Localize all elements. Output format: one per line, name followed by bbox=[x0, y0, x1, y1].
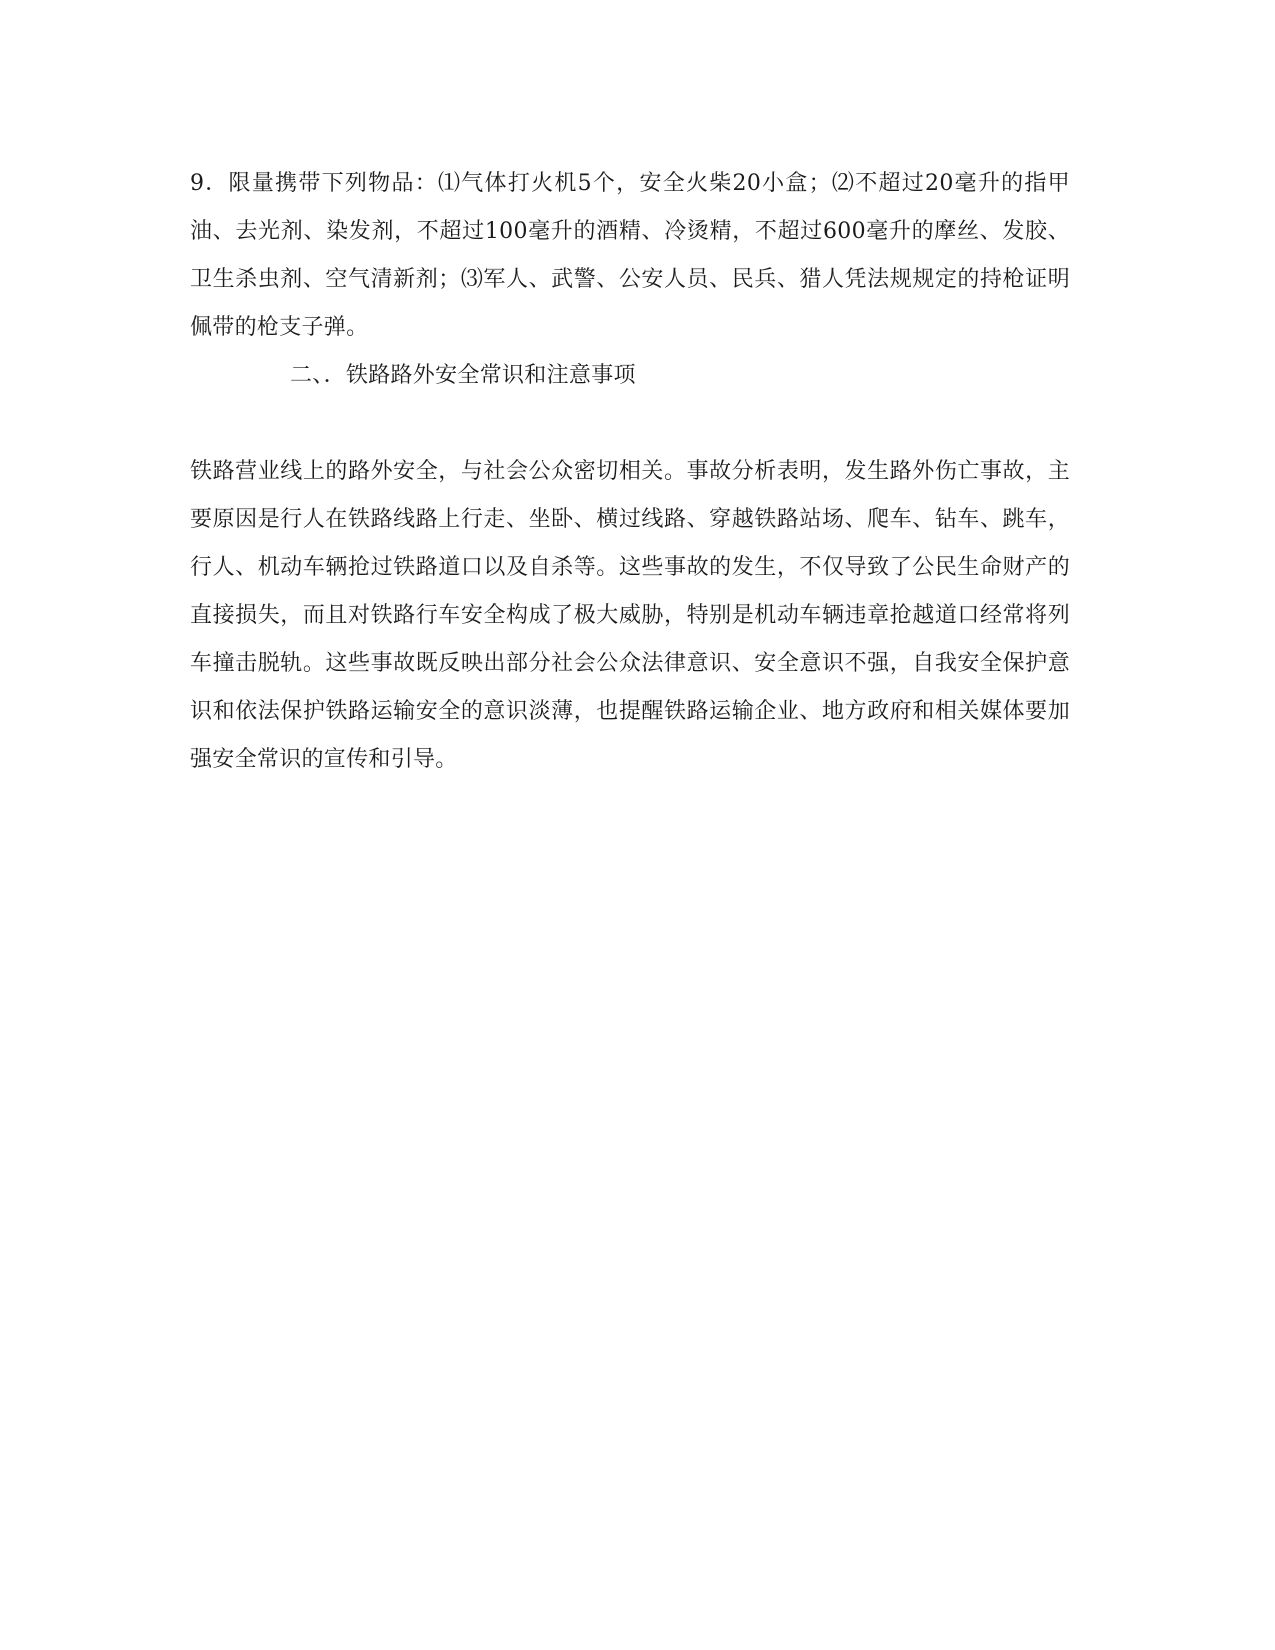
document-body bbox=[190, 160, 1070, 784]
paragraph-railway-safety: 铁路营业线上的路外安全，与社会公众密切相关。事故分析表明，发生路外伤亡事故，主要原因是行人在铁路线路上行走、坐卧、横过线路、穿越铁路站场、爬车、钻车、跳车，行人、机动车辆抢过铁路道口以及自杀等。这些事故的发生，不仅导致了公民生命财产的直接损失，而且对铁路行车安全构成了极大威胁，特别是机动车辆违章抢越道口经常将列车撞击脱轨。这些事故既反映出部分社会公众法律意识、安全意识不强，自我安全保护意识和依法保护铁路运输安全的意识淡薄，也提醒铁路运输企业、地方政府和相关媒体要加强安全常识的宣传和引导。 bbox=[190, 459, 1070, 772]
paragraph-restricted-items: 9．限量携带下列物品：⑴气体打火机5个，安全火柴20小盒；⑵不超过20毫升的指甲油、去光剂、染发剂，不超过100毫升的酒精、冷烫精，不超过600毫升的摩丝、发胶、卫生杀虫剂、空气清新剂；⑶军人、武警、公安人员、民兵、猎人凭法规规定的持枪证明佩带的枪支子弹。 bbox=[190, 171, 1070, 340]
section-heading: 二、．铁路路外安全常识和注意事项 bbox=[290, 363, 636, 388]
